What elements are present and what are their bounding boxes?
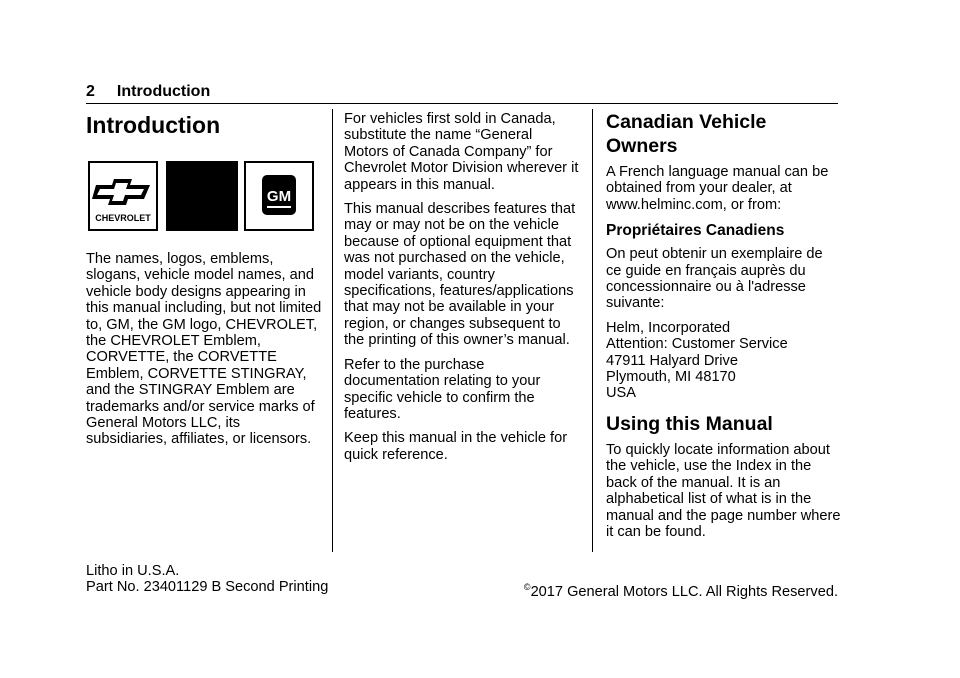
header-rule <box>86 103 838 104</box>
text-line: Plymouth, MI 48170 <box>606 369 736 386</box>
text-line: General Motors LLC, its <box>86 415 241 432</box>
text-line: obtained from your dealer, at <box>606 180 792 197</box>
copyright-symbol: © <box>523 582 531 592</box>
text-line: Keep this manual in the vehicle for <box>344 430 568 447</box>
text-line: Motors of Canada Company” for <box>344 143 553 160</box>
column-divider-1 <box>332 109 333 552</box>
text-line: substitute the name “General <box>344 127 533 144</box>
text-line: it can be found. <box>606 523 706 540</box>
text-line: Helm, Incorporated <box>606 319 731 336</box>
text-line: quick reference. <box>344 446 448 463</box>
text-line: model variants, country <box>344 266 495 283</box>
text-line: trademarks and/or service marks of <box>86 398 315 415</box>
text-line: and the STINGRAY Emblem are <box>86 382 295 399</box>
text-line: This manual describes features that <box>344 201 576 218</box>
purchase-docs-paragraph <box>344 357 584 423</box>
text-line: specifications, features/applications <box>344 283 574 300</box>
copyright-text: 2017 General Motors LLC. All Rights Reserved. <box>530 583 838 600</box>
text-line: The names, logos, emblems, <box>86 251 274 267</box>
litho-text: Litho in U.S.A. <box>86 563 180 579</box>
text-line: concessionnaire ou à l'adresse <box>606 279 806 296</box>
gm-logo-label: GM <box>266 188 292 205</box>
text-line: the vehicle, use the Index in the <box>606 458 812 475</box>
text-line: USA <box>606 385 637 402</box>
text-line: Chevrolet Motor Division wherever it <box>344 160 579 177</box>
chevrolet-bowtie-logo-icon <box>88 161 158 231</box>
proprietaires-paragraph <box>606 246 842 312</box>
column-1 <box>86 111 322 456</box>
text-line: that may not be available in your <box>344 299 555 316</box>
heading-canadian-vehicle-owners: Canadian Vehicle Owners <box>606 111 767 157</box>
running-header <box>86 83 210 101</box>
keep-manual-paragraph <box>344 430 584 463</box>
text-line: features. <box>344 405 401 422</box>
footer-left <box>86 563 328 595</box>
text-line: may or may not be on the vehicle <box>344 217 559 234</box>
text-line: A French language manual can be <box>606 164 829 180</box>
text-line: specific vehicle to confirm the <box>344 389 535 406</box>
column-divider-2 <box>592 109 593 552</box>
text-line: appears in this manual. <box>344 176 495 193</box>
heading-using-this-manual: Using this Manual <box>606 412 773 435</box>
footer-copyright <box>524 579 838 600</box>
text-line: was not purchased on the vehicle, <box>344 250 565 267</box>
text-line: the CHEVROLET Emblem, <box>86 333 261 350</box>
canada-name-paragraph <box>344 111 584 193</box>
text-line: region, or changes subsequent to <box>344 315 561 332</box>
text-line: because of optional equipment that <box>344 233 572 250</box>
text-line: 47911 Halyard Drive <box>606 352 738 369</box>
section-title: Introduction <box>116 83 211 100</box>
text-line: Emblem, CORVETTE STINGRAY, <box>86 365 307 382</box>
text-line: ce guide en français auprès du <box>606 262 806 279</box>
black-square-logo-icon <box>166 161 238 231</box>
heading-proprietaires-canadiens: Propriétaires Canadiens <box>606 222 785 240</box>
column-3 <box>606 110 842 548</box>
text-line: subsidiaries, affiliates, or licensors. <box>86 431 312 448</box>
gm-logo-icon <box>244 161 314 231</box>
text-line: manual and the page number where <box>606 507 841 524</box>
text-line: Attention: Customer Service <box>606 336 788 353</box>
text-line: For vehicles first sold in Canada, <box>344 111 556 127</box>
trademark-paragraph <box>86 251 322 448</box>
text-line: slogans, vehicle model names, and <box>86 267 314 284</box>
column-2 <box>344 111 584 471</box>
page-title: Introduction <box>86 112 221 138</box>
text-line: Refer to the purchase <box>344 356 485 373</box>
features-paragraph <box>344 201 584 349</box>
text-line: to, GM, the GM logo, CHEVROLET, <box>86 316 318 333</box>
text-line: the printing of this owner’s manual. <box>344 332 570 349</box>
text-line: this manual including, but not limited <box>86 300 322 317</box>
text-line: www.helminc.com, or from: <box>606 196 782 213</box>
text-line: back of the manual. It is an <box>606 474 781 491</box>
text-line: CORVETTE, the CORVETTE <box>86 349 277 366</box>
text-line: alphabetical list of what is in the <box>606 491 812 508</box>
logo-row <box>86 161 314 237</box>
text-line: documentation relating to your <box>344 373 541 390</box>
using-manual-paragraph <box>606 442 842 540</box>
part-number: Part No. 23401129 B Second Printing <box>86 579 329 595</box>
text-line: vehicle body designs appearing in <box>86 283 306 300</box>
text-line: To quickly locate information about <box>606 441 830 458</box>
canadian-paragraph <box>606 164 842 213</box>
page-number: 2 <box>86 83 95 100</box>
text-line: suivante: <box>606 295 665 312</box>
address-block <box>606 320 842 402</box>
text-line: On peut obtenir un exemplaire de <box>606 246 823 263</box>
chevrolet-logo-label: CHEVROLET <box>95 213 151 223</box>
